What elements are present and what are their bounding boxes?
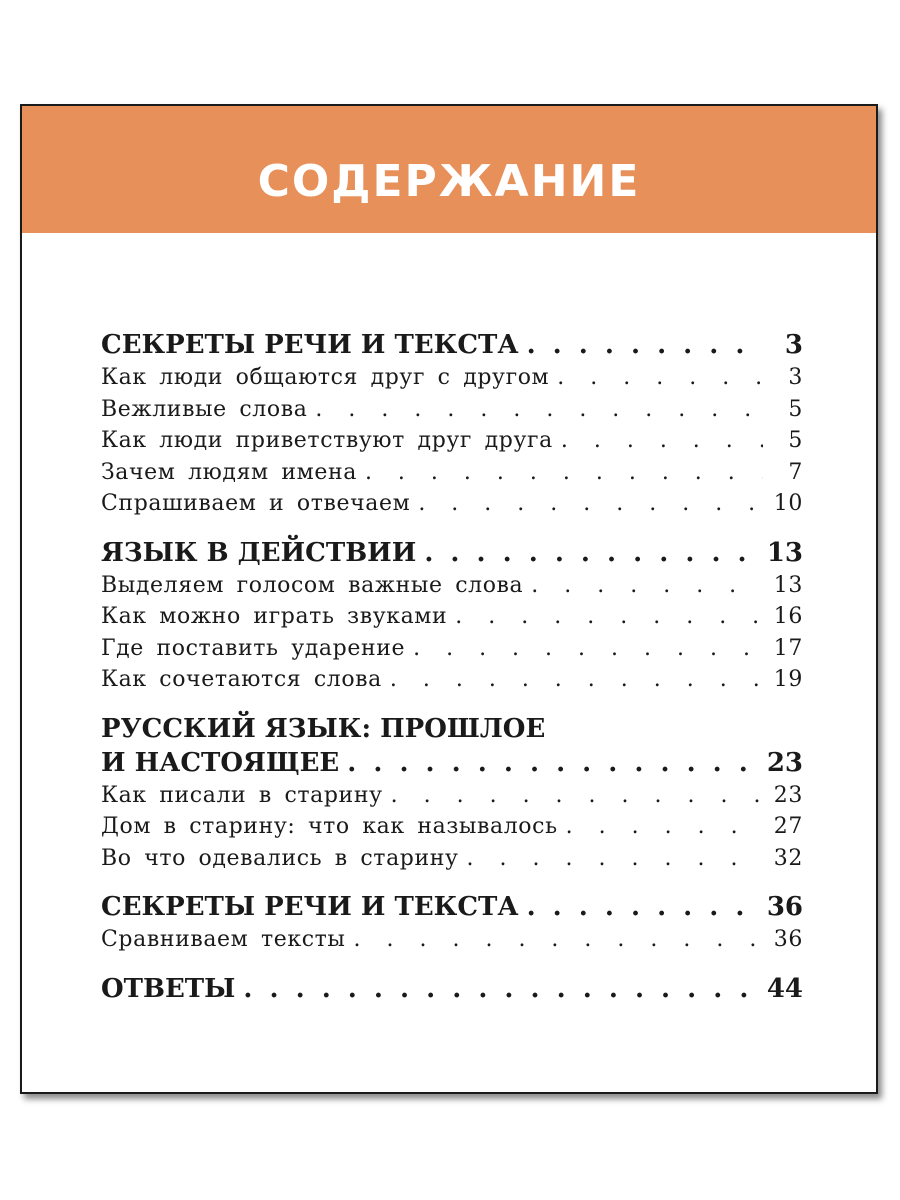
entry-title: Дом в старину: что как называлось [101,814,558,839]
dot-leader [424,536,761,570]
page-title: СОДЕРЖАНИЕ [257,156,641,207]
page-number: 36 [773,927,803,952]
entry-title: Как можно играть звуками [101,604,448,629]
dot-leader [347,746,761,780]
page-number: 36 [766,892,803,922]
dot-leader [391,780,763,812]
dot-leader [365,457,763,489]
entry-title: Где поставить ударение [101,635,406,661]
dot-leader [561,425,763,457]
book-page [20,104,878,1094]
toc-section-heading[interactable] [101,890,803,924]
page-number: 44 [766,973,803,1004]
section-title: СЕКРЕТЫ РЕЧИ И ТЕКСТА [101,330,519,360]
dot-leader [418,488,763,520]
toc-entry[interactable] [101,843,803,875]
page-number: 7 [788,459,803,485]
page-number: 32 [773,845,803,871]
toc-section-heading[interactable] [101,328,803,362]
toc-section-heading[interactable] [101,536,803,570]
toc-entry[interactable] [101,601,803,633]
toc-entry[interactable] [101,362,803,394]
entry-title: Спрашиваем и отвечаем [101,491,411,516]
dot-leader [527,328,763,362]
dot-leader [531,570,763,602]
dot-leader [455,601,763,633]
page-number: 19 [773,667,803,692]
toc-entry[interactable] [101,664,803,696]
page-number: 5 [788,428,803,453]
section-title: И НАСТОЯЩЕЕ [101,747,340,778]
page-number: 16 [773,604,803,629]
page-number: 23 [766,747,803,778]
entry-title: Как писали в старину [101,782,383,808]
page-number: 13 [773,572,803,598]
toc-entry[interactable] [101,570,803,602]
toc-entry[interactable] [101,425,803,457]
dot-leader [354,924,763,956]
toc-entry[interactable] [101,924,803,956]
toc-entry[interactable] [101,633,803,665]
toc-entry[interactable] [101,394,803,426]
table-of-contents [101,328,803,1022]
section-title: ЯЗЫК В ДЕЙСТВИИ [101,537,417,568]
page-number: 17 [773,635,803,661]
entry-title: Как люди общаются друг с другом [101,365,550,390]
dot-leader [527,890,761,924]
toc-entry[interactable] [101,811,803,843]
toc-section-heading[interactable] [101,746,803,780]
dot-leader [566,811,763,843]
entry-title: Выделяем голосом важные слова [101,572,524,598]
page-number: 3 [784,330,803,360]
dot-leader [467,843,763,875]
toc-section [101,890,803,956]
dot-leader [413,633,763,665]
entry-title: Как люди приветствуют друг друга [101,428,553,453]
entry-title: Во что одевались в старину [101,845,459,871]
toc-entry[interactable] [101,488,803,520]
dot-leader [557,362,763,394]
section-title-line[interactable]: РУССКИЙ ЯЗЫК: ПРОШЛОЕ [101,713,546,744]
section-title: ОТВЕТЫ [101,973,236,1004]
toc-entry[interactable] [101,457,803,489]
toc-entry[interactable] [101,780,803,812]
page-number: 23 [773,782,803,808]
section-title: СЕКРЕТЫ РЕЧИ И ТЕКСТА [101,892,519,922]
dot-leader [390,664,763,696]
page-number: 27 [773,814,803,839]
page-number: 3 [788,365,803,390]
toc-section-heading[interactable] [101,972,803,1006]
toc-section [101,712,803,875]
page-number: 10 [773,491,803,516]
entry-title: Сравниваем тексты [101,927,346,952]
dot-leader [315,394,763,426]
page-number: 5 [788,396,803,422]
toc-section [101,328,803,520]
entry-title: Зачем людям имена [101,459,357,485]
toc-section [101,972,803,1006]
header-band [22,106,876,233]
entry-title: Вежливые слова [101,396,308,422]
dot-leader [243,972,760,1006]
toc-section [101,536,803,696]
page-number: 13 [766,537,803,568]
entry-title: Как сочетаются слова [101,667,382,692]
